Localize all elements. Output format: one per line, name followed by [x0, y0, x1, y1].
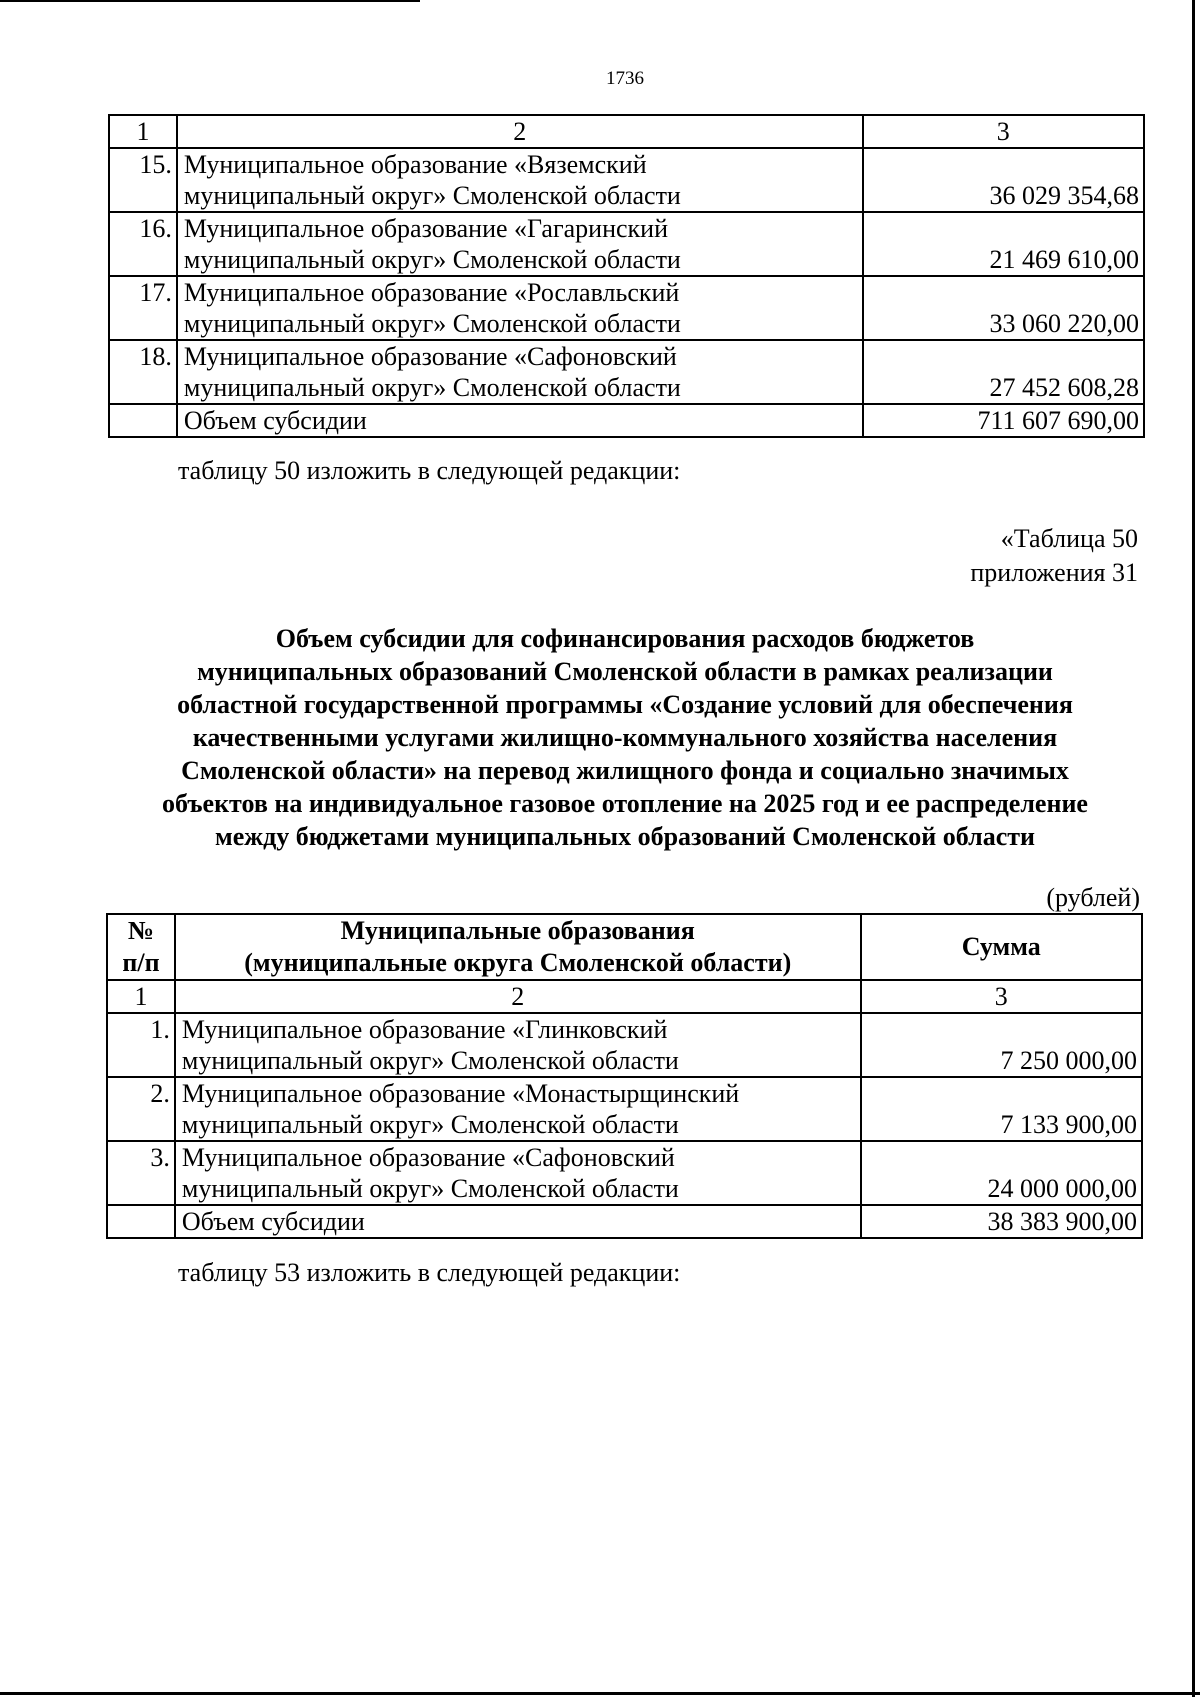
page-number: 1736: [606, 68, 644, 89]
row-number: 17.: [109, 276, 177, 340]
table-row: [109, 276, 1144, 340]
column-number-3: 3: [861, 980, 1142, 1013]
row-number: 15.: [109, 148, 177, 212]
table-row: [107, 1141, 1142, 1205]
title-line: качественными услугами жилищно-коммунального хозяйства населения: [192, 723, 1058, 752]
total-row-number: [109, 404, 177, 437]
table-row: [109, 148, 1144, 212]
column-number-3: 3: [863, 115, 1144, 148]
row-number: 3.: [107, 1141, 175, 1205]
subsidy-amount: 33 060 220,00: [863, 276, 1144, 340]
document-title: [100, 622, 1150, 853]
total-row-number: [107, 1205, 175, 1238]
table-label-line2: приложения 31: [970, 558, 1138, 587]
scan-edge-top: [0, 0, 420, 2]
table-header-row: [107, 914, 1142, 980]
scan-edge-right: [1192, 0, 1195, 1697]
table-row: [109, 212, 1144, 276]
column-number-2: 2: [177, 115, 863, 148]
total-amount: 38 383 900,00: [861, 1205, 1142, 1238]
table-label: [970, 522, 1138, 590]
subsidy-amount: 24 000 000,00: [861, 1141, 1142, 1205]
municipality-name: Муниципальное образование «Рославльский муниципальный округ» Смоленской области: [177, 276, 863, 340]
subsidy-amount: 7 133 900,00: [861, 1077, 1142, 1141]
row-number: 18.: [109, 340, 177, 404]
total-amount: 711 607 690,00: [863, 404, 1144, 437]
column-number-row: [109, 115, 1144, 148]
municipality-name: Муниципальное образование «Гагаринский муниципальный округ» Смоленской области: [177, 212, 863, 276]
instruction-text: таблицу 53 изложить в следующей редакции:: [178, 1258, 681, 1287]
municipality-name: Муниципальное образование «Сафоновский муниципальный округ» Смоленской области: [177, 340, 863, 404]
municipality-name: Муниципальное образование «Монастырщинский муниципальный округ» Смоленской области: [175, 1077, 861, 1141]
row-number: 1.: [107, 1013, 175, 1077]
table-row: [107, 1013, 1142, 1077]
column-number-1: 1: [107, 980, 175, 1013]
header-sum: Сумма: [861, 914, 1142, 980]
column-number-2: 2: [175, 980, 861, 1013]
table-row: [107, 1077, 1142, 1141]
total-label: Объем субсидии: [175, 1205, 861, 1238]
header-municipalities: Муниципальные образования (муниципальные округа Смоленской области): [175, 914, 861, 980]
subsidy-amount: 36 029 354,68: [863, 148, 1144, 212]
subsidy-amount: 7 250 000,00: [861, 1013, 1142, 1077]
continued-table: [108, 114, 1145, 438]
column-number-1: 1: [109, 115, 177, 148]
title-line: областной государственной программы «Создание условий для обеспечения: [177, 690, 1073, 719]
total-row: [109, 404, 1144, 437]
table-label-line1: «Таблица 50: [1000, 524, 1138, 553]
municipality-name: Муниципальное образование «Глинковский муниципальный округ» Смоленской области: [175, 1013, 861, 1077]
municipality-name: Муниципальное образование «Вяземский муниципальный округ» Смоленской области: [177, 148, 863, 212]
subsidy-table: [106, 913, 1143, 1239]
title-line: Объем субсидии для софинансирования расходов бюджетов: [275, 624, 975, 653]
title-line: муниципальных образований Смоленской области в рамках реализации: [197, 657, 1053, 686]
total-row: [107, 1205, 1142, 1238]
instruction-text: таблицу 50 изложить в следующей редакции:: [178, 456, 681, 485]
total-label: Объем субсидии: [177, 404, 863, 437]
table-row: [109, 340, 1144, 404]
title-line: объектов на индивидуальное газовое отопление на 2025 год и ее распределение: [162, 789, 1088, 818]
column-number-row: [107, 980, 1142, 1013]
row-number: 16.: [109, 212, 177, 276]
title-line: между бюджетами муниципальных образований Смоленской области: [215, 822, 1035, 851]
subsidy-amount: 21 469 610,00: [863, 212, 1144, 276]
title-line: Смоленской области» на перевод жилищного фонда и социально значимых: [181, 756, 1069, 785]
municipality-name: Муниципальное образование «Сафоновский муниципальный округ» Смоленской области: [175, 1141, 861, 1205]
row-number: 2.: [107, 1077, 175, 1141]
header-row-number: № п/п: [107, 914, 175, 980]
scan-edge-bottom: [0, 1692, 1200, 1695]
subsidy-amount: 27 452 608,28: [863, 340, 1144, 404]
units-label: (рублей): [1046, 883, 1140, 912]
